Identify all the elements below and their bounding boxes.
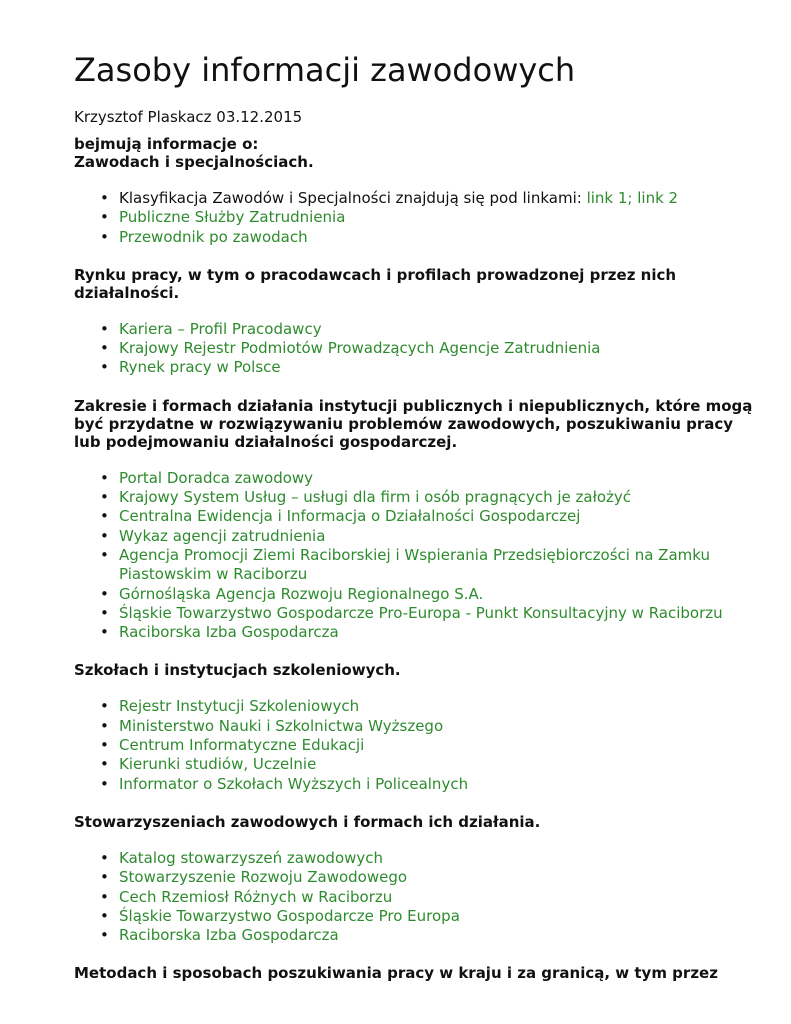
bullet-icon: • — [100, 697, 109, 716]
labor-market-list — [74, 320, 791, 378]
list-item — [74, 604, 759, 623]
bullet-icon: • — [100, 189, 109, 207]
list-link[interactable]: Katalog stowarzyszeń zawodowych — [119, 848, 384, 867]
heading-occupations: Zawodach i specjalnościach. — [74, 153, 314, 171]
section-heading-associations: Stowarzyszeniach zawodowych i formach ich działania. — [74, 812, 541, 831]
bullet-icon: • — [100, 339, 109, 358]
list-item — [74, 488, 759, 507]
list-link[interactable]: Krajowy Rejestr Podmiotów Prowadzących Agencje Zatrudnienia — [119, 339, 601, 358]
list-link[interactable]: Centralna Ewidencja i Informacja o Działalności Gospodarczej — [119, 507, 581, 526]
bullet-icon: • — [100, 488, 109, 507]
bullet-icon: • — [100, 755, 109, 774]
list-item-text: Klasyfikacja Zawodów i Specjalności znajdują się pod linkami: — [119, 189, 587, 207]
heading-intro: bejmują informacje o: — [74, 135, 259, 153]
bullet-icon: • — [100, 848, 109, 867]
list-item — [74, 623, 759, 642]
list-item — [74, 849, 759, 868]
list-item — [74, 736, 759, 755]
bullet-icon: • — [100, 584, 109, 603]
list-link[interactable]: Śląskie Towarzystwo Gospodarcze Pro Europa — [119, 906, 460, 925]
list-item — [74, 339, 759, 358]
bullet-icon: • — [100, 507, 109, 526]
bullet-icon: • — [100, 774, 109, 793]
bullet-icon: • — [100, 468, 109, 487]
list-link[interactable]: Publiczne Służby Zatrudnienia — [119, 208, 346, 227]
list-link[interactable]: Cech Rzemiosł Różnych w Raciborzu — [119, 887, 393, 906]
list-link[interactable]: Rynek pracy w Polsce — [119, 358, 281, 377]
schools-list — [74, 697, 791, 793]
list-item — [74, 507, 759, 526]
list-link[interactable]: Stowarzyszenie Rozwoju Zawodowego — [119, 868, 408, 887]
bullet-icon: • — [100, 926, 109, 945]
list-item — [74, 697, 759, 716]
section-heading-schools: Szkołach i instytucjach szkoleniowych. — [74, 661, 401, 680]
list-item — [74, 868, 759, 887]
list-link[interactable]: Przewodnik po zawodach — [119, 227, 308, 246]
institutions-list — [74, 469, 791, 643]
list-link[interactable]: Kierunki studiów, Uczelnie — [119, 755, 317, 774]
bullet-icon: • — [100, 319, 109, 338]
list-item — [74, 189, 759, 208]
list-link[interactable]: Centrum Informatyczne Edukacji — [119, 736, 365, 755]
list-item — [74, 546, 759, 585]
link-1[interactable]: link 1; — [586, 189, 633, 207]
section-heading-institutions: Zakresie i formach działania instytucji publicznych i niepublicznych, które mogą być przydatne w rozwiązywaniu problemów zawodowych, poszukiwaniu pracy lub podejmowaniu działalności gospodarczej. — [74, 396, 753, 451]
bullet-icon: • — [100, 603, 109, 622]
list-item — [74, 888, 759, 907]
list-item — [74, 527, 759, 546]
author-date: Krzysztof Plaskacz 03.12.2015 — [74, 108, 303, 126]
section-heading-occupations — [74, 135, 754, 171]
bullet-icon: • — [100, 358, 109, 377]
list-item — [74, 775, 759, 794]
page-title: Zasoby informacji zawodowych — [74, 51, 576, 89]
bullet-icon: • — [100, 716, 109, 735]
section-heading-labor-market: Rynku pracy, w tym o pracodawcach i profilach prowadzonej przez nich działalności. — [74, 265, 677, 302]
list-link[interactable]: Wykaz agencji zatrudnienia — [119, 526, 326, 545]
bullet-icon: • — [100, 227, 109, 246]
list-item — [74, 717, 759, 736]
list-item — [74, 469, 759, 488]
list-item — [74, 926, 759, 945]
list-link[interactable]: Portal Doradca zawodowy — [119, 468, 314, 487]
bullet-icon: • — [100, 887, 109, 906]
occupations-list — [74, 189, 791, 247]
list-link[interactable]: Krajowy System Usług – usługi dla firm i osób pragnących je założyć — [119, 488, 632, 507]
list-item — [74, 320, 759, 339]
bullet-icon: • — [100, 868, 109, 887]
bullet-icon: • — [100, 906, 109, 925]
section-heading-job-search-methods: Metodach i sposobach poszukiwania pracy w kraju i za granicą, w tym przez — [74, 964, 718, 983]
bullet-icon: • — [100, 545, 109, 564]
bullet-icon: • — [100, 208, 109, 227]
list-link[interactable]: Śląskie Towarzystwo Gospodarcze Pro-Europa - Punkt Konsultacyjny w Raciborzu — [119, 603, 723, 622]
list-link[interactable]: Raciborska Izba Gospodarcza — [119, 623, 339, 642]
list-link[interactable]: Informator o Szkołach Wyższych i Policealnych — [119, 774, 469, 793]
link-2[interactable]: link 2 — [637, 189, 679, 207]
bullet-icon: • — [100, 526, 109, 545]
list-item — [74, 907, 759, 926]
list-item — [74, 358, 759, 377]
associations-list — [74, 849, 791, 945]
list-item — [74, 208, 759, 227]
list-item — [74, 585, 759, 604]
list-item — [74, 228, 759, 247]
list-link[interactable]: Raciborska Izba Gospodarcza — [119, 926, 339, 945]
bullet-icon: • — [100, 623, 109, 642]
bullet-icon: • — [100, 736, 109, 755]
list-item — [74, 755, 759, 774]
list-link[interactable]: Górnośląska Agencja Rozwoju Regionalnego S.A. — [119, 584, 484, 603]
list-link[interactable]: Ministerstwo Nauki i Szkolnictwa Wyższego — [119, 716, 444, 735]
list-link[interactable]: Rejestr Instytucji Szkoleniowych — [119, 697, 360, 716]
list-link[interactable]: Kariera – Profil Pracodawcy — [119, 319, 322, 338]
list-link[interactable]: Agencja Promocji Ziemi Raciborskiej i Wspierania Przedsiębiorczości na Zamku Piastowskim w Raciborzu — [119, 545, 710, 584]
